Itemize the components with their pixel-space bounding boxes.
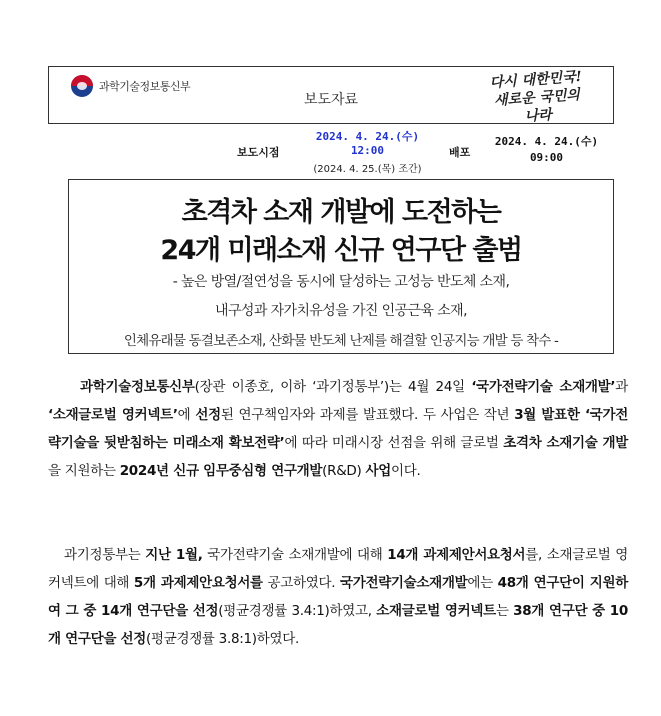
- distribution-time: 09:00: [529, 151, 564, 164]
- slogan-line-1: 다시 대한민국!: [489, 68, 583, 92]
- release-date: 2024. 4. 24.(수): [315, 130, 420, 143]
- body-text: 을 지원하는: [48, 463, 120, 479]
- header-box: [48, 66, 614, 124]
- distribution-date: 2024. 4. 24.(수): [494, 135, 599, 148]
- emphasis-text: 사업: [365, 463, 391, 479]
- body-text: (평균경쟁률 3.4:1)하였고,: [218, 603, 377, 619]
- emphasis-text: ‘소재글로벌 영커넥트’: [48, 407, 178, 423]
- body-text: 는: [495, 603, 514, 619]
- body-paragraph-1: [48, 373, 628, 485]
- body-text: 이다.: [390, 463, 421, 479]
- paragraph-2-text: [48, 547, 628, 647]
- emphasis-text: ‘국가전략기술 소재개발’: [471, 379, 616, 395]
- emphasis-text: 38개 연구단 중 10개 연구단을 선정: [48, 603, 628, 647]
- emphasis-text: 초격차 소재기술 개발: [503, 435, 628, 451]
- subheadline-line-1: - 높은 방열/절연성을 동시에 달성하는 고성능 반도체 소재,: [172, 274, 510, 290]
- body-text: 에: [177, 407, 196, 423]
- subheadline-line-2: 내구성과 자가치유성을 가진 인공근육 소재,: [215, 303, 467, 319]
- distribution-label: 배포: [449, 146, 471, 159]
- body-text: 에는: [467, 575, 498, 591]
- emphasis-text: 14개 과제제안서요청서: [387, 547, 526, 563]
- body-text: 과기정통부는: [64, 547, 146, 563]
- emphasis-text: 국가전략기술소재개발: [339, 575, 468, 591]
- body-text: (R&D): [322, 463, 366, 479]
- release-note: (2024. 4. 25.(목) 조간): [313, 164, 422, 175]
- body-text: 국가전략기술 소재개발에 대해: [202, 547, 388, 563]
- paragraph-1-text: [48, 379, 628, 479]
- emphasis-text: 5개 과제제안요청서를: [133, 575, 263, 591]
- ministry-name: 과학기술정보통신부: [99, 80, 191, 93]
- emphasis-text: 과학기술정보통신부: [80, 379, 195, 395]
- body-text: 에 따라 미래시장 선점을 위해 글로벌: [284, 435, 504, 451]
- slogan-line-2: 새로운 국민의 나라: [493, 87, 581, 125]
- body-text: (평균경쟁률 3.8:1)하였다.: [146, 631, 299, 647]
- emphasis-text: 소재글로벌 영커넥트: [376, 603, 496, 619]
- emphasis-text: 48개 연구단이 지원하여 그 중 14개 연구단을 선정: [48, 575, 628, 619]
- emphasis-text: 2024년 신규 임무중심형 연구개발: [119, 463, 323, 479]
- body-text: 된 연구책임자와 과제를 발표했다. 두 사업은 작년: [220, 407, 515, 423]
- document-type: 보도자료: [303, 92, 359, 108]
- release-time: 12:00: [350, 144, 385, 157]
- body-text: 공고하였다.: [262, 575, 340, 591]
- headline-box: [68, 179, 614, 354]
- body-text: (장관 이종호, 이하 ‘과기정통부’)는 4월 24일: [194, 379, 472, 395]
- headline-line-2: 24개 미래소재 신규 연구단 출범: [160, 235, 522, 266]
- emphasis-text: 3월 발표한 ‘국가전략기술을 뒷받침하는 미래소재 확보전략’: [48, 407, 628, 451]
- emphasis-text: 선정: [195, 407, 221, 423]
- release-time-label: 보도시점: [237, 146, 280, 159]
- body-text: 를, 소재글로벌 영커넥트에 대해: [48, 547, 628, 591]
- body-text: 과: [615, 379, 628, 395]
- body-paragraph-2: [48, 541, 628, 653]
- headline-line-1: 초격차 소재 개발에 도전하는: [181, 197, 501, 228]
- emphasis-text: 지난 1월,: [145, 547, 203, 563]
- subheadline-line-3: 인체유래물 동결보존소재, 산화물 반도체 난제를 해결할 인공지능 개발 등 착수 -: [123, 333, 559, 349]
- government-slogan: [485, 68, 589, 129]
